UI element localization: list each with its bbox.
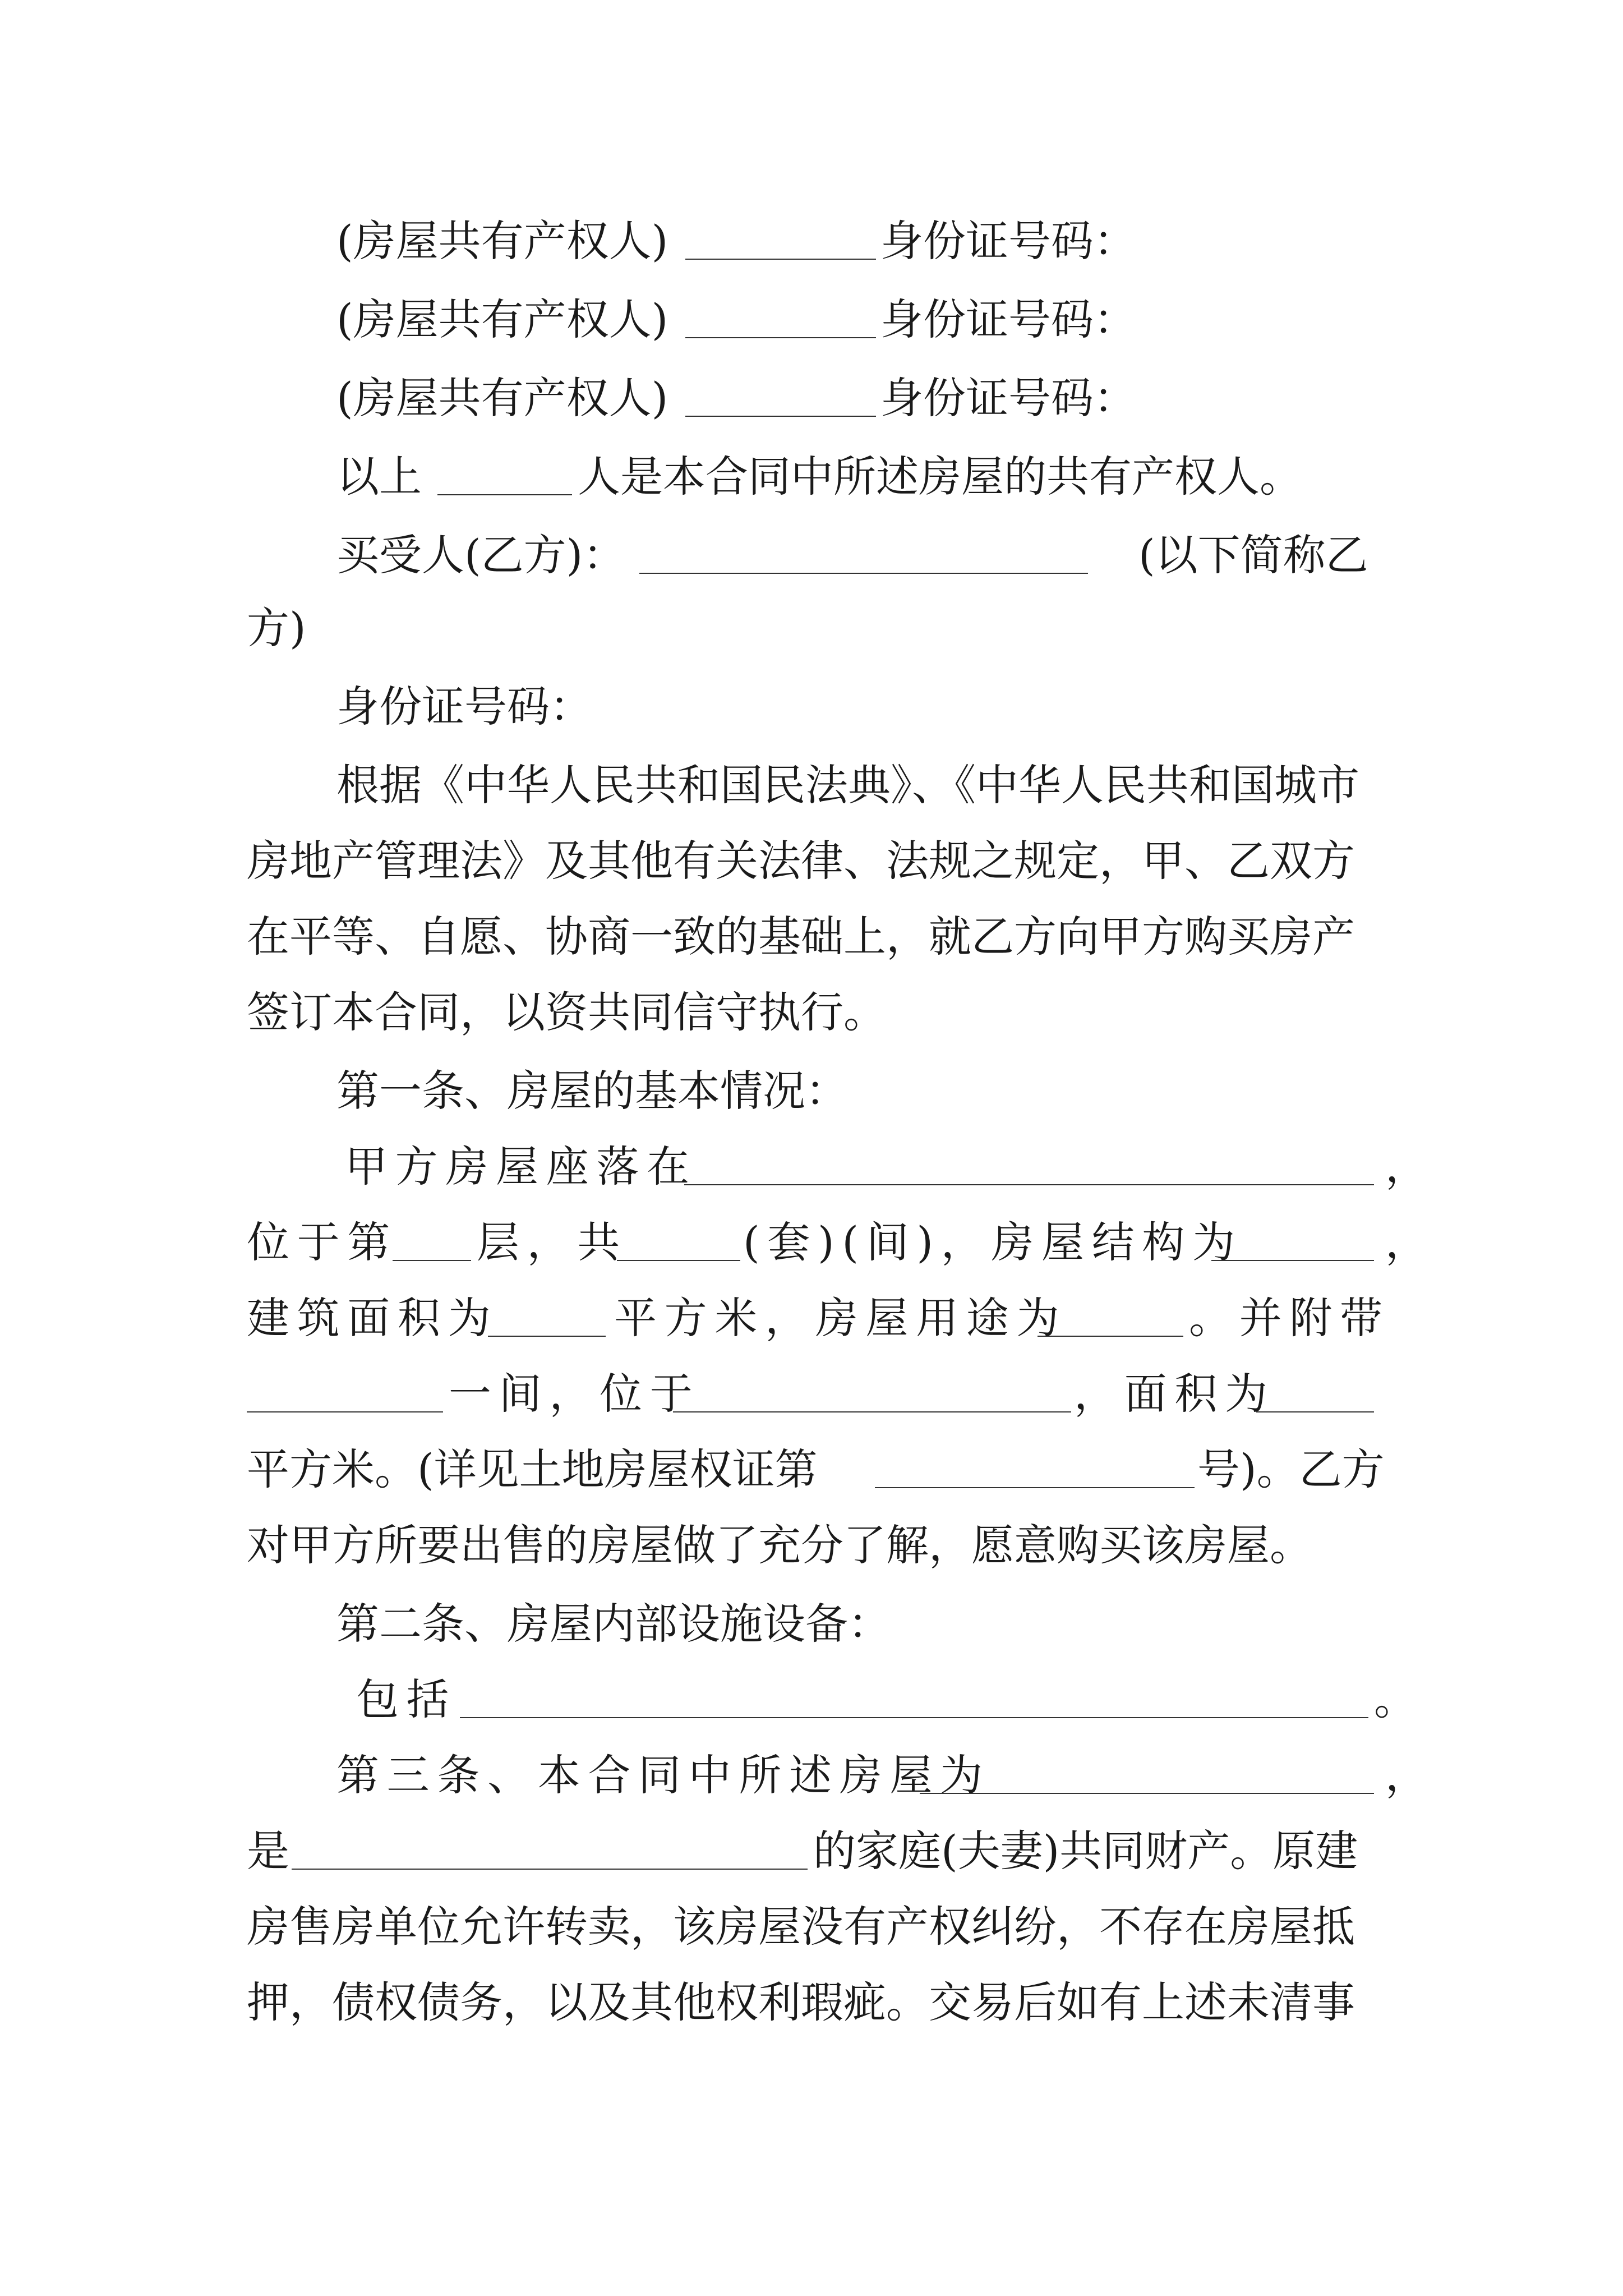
location-blank — [684, 1184, 1374, 1185]
buyer-cont: 方) — [247, 603, 306, 653]
attached-location-blank — [673, 1411, 1071, 1412]
summary-suffix: 人是本合同中所述房屋的共有产权人。 — [578, 452, 1302, 501]
co-owner-label: (房屋共有产权人) — [336, 216, 668, 266]
id-number-label: 身份证号码： — [880, 216, 1136, 266]
article-1-title — [0, 1052, 1623, 1130]
family-name-blank — [292, 1868, 808, 1870]
article-2-title — [0, 1585, 1623, 1663]
units-label: 层，共 — [477, 1217, 628, 1267]
punctuation: 。 — [1374, 1674, 1417, 1724]
paragraph-text: 签订本合同，以资共同信守执行。 — [247, 987, 886, 1037]
owner-count-blank — [437, 494, 572, 495]
co-owner-line-1 — [0, 202, 1623, 280]
basis-line-3 — [0, 898, 1623, 976]
area-label: 建筑面积为 — [247, 1293, 499, 1343]
attached-area-blank — [1256, 1411, 1374, 1412]
buyer-name-blank — [639, 572, 1088, 574]
basis-line-2 — [0, 822, 1623, 900]
units-blank — [617, 1259, 740, 1261]
co-owner-summary-line — [0, 438, 1623, 516]
structure-blank — [1211, 1259, 1374, 1261]
co-owner-name-blank — [685, 415, 876, 417]
article-heading: 第一条、房屋的基本情况： — [336, 1066, 848, 1116]
floor-label: 位于第 — [247, 1217, 398, 1267]
paragraph-text: 的家庭(夫妻)共同财产。原建 — [813, 1826, 1358, 1876]
article-3-line-4 — [0, 1963, 1623, 2042]
co-owner-line-3 — [0, 359, 1623, 438]
article-1-line-1 — [0, 1128, 1623, 1206]
article-1-line-6 — [0, 1506, 1623, 1585]
paragraph-text: 对甲方所要出售的房屋做了充分了解，愿意购买该房屋。 — [247, 1520, 1312, 1570]
facilities-label: 包括 — [356, 1674, 457, 1724]
co-owner-name-blank — [685, 258, 876, 260]
certificate-number-blank — [875, 1487, 1195, 1488]
article-3-line-3 — [0, 1888, 1623, 1966]
article-3-line-2 — [0, 1812, 1623, 1890]
co-owner-label: (房屋共有产权人) — [336, 295, 668, 344]
attached-area-label: ，面积为 — [1074, 1369, 1275, 1419]
property-owner-blank — [920, 1792, 1374, 1794]
location-label: 甲方房屋座落在 — [345, 1142, 697, 1191]
co-owner-name-blank — [685, 337, 876, 338]
facilities-blank — [460, 1717, 1368, 1718]
buyer-id-line — [0, 668, 1623, 746]
is-label: 是 — [247, 1826, 289, 1876]
certificate-suffix: 号)。乙方 — [1197, 1444, 1385, 1494]
article-1-line-3 — [0, 1279, 1623, 1358]
punctuation: ， — [1385, 1750, 1428, 1800]
article-3-line-1 — [0, 1736, 1623, 1815]
structure-label: (套)(间)，房屋结构为 — [743, 1217, 1243, 1267]
article-2-line-1 — [0, 1660, 1623, 1739]
attached-location-label: 一间，位于 — [449, 1369, 700, 1419]
article-heading: 第二条、房屋内部设施设备： — [336, 1599, 891, 1649]
summary-prefix: 以上 — [336, 452, 422, 501]
id-number-label: 身份证号码： — [880, 295, 1136, 344]
floor-blank — [393, 1259, 471, 1261]
id-number-label: 身份证号码： — [880, 373, 1136, 423]
buyer-line-cont — [0, 589, 1623, 668]
usage-blank — [1038, 1335, 1183, 1337]
buyer-suffix: (以下简称乙 — [1138, 530, 1368, 580]
usage-label: 平方米，房屋用途为 — [614, 1293, 1067, 1343]
article-1-line-2 — [0, 1203, 1623, 1282]
paragraph-text: 房地产管理法》及其他有关法律、法规之规定，甲、乙双方 — [247, 836, 1355, 886]
article-1-line-5 — [0, 1430, 1623, 1509]
punctuation: ， — [1385, 1217, 1428, 1267]
paragraph-text: 押，债权债务，以及其他权利瑕疵。交易后如有上述未清事 — [247, 1977, 1355, 2027]
punctuation: ， — [1385, 1142, 1428, 1191]
paragraph-text: 在平等、自愿、协商一致的基础上，就乙方向甲方购买房产 — [247, 912, 1355, 961]
paragraph-text: 根据《中华人民共和国民法典》、《中华人民共和国城市 — [336, 760, 1359, 810]
buyer-label: 买受人(乙方)： — [336, 530, 626, 580]
article-1-line-4 — [0, 1355, 1623, 1433]
article-heading: 第三条、本合同中所述房屋为 — [336, 1750, 990, 1800]
attached-item-blank — [247, 1411, 443, 1412]
co-owner-line-2 — [0, 280, 1623, 359]
area-blank — [488, 1335, 606, 1337]
basis-line-1 — [0, 746, 1623, 825]
buyer-line — [0, 516, 1623, 595]
certificate-label: 平方米。(详见土地房屋权证第 — [247, 1444, 818, 1494]
buyer-id-label: 身份证号码： — [336, 682, 592, 731]
paragraph-text: 房售房单位允许转卖，该房屋没有产权纠纷，不存在房屋抵 — [247, 1902, 1355, 1952]
co-owner-label: (房屋共有产权人) — [336, 373, 668, 423]
attached-label: 。并附带 — [1189, 1293, 1390, 1343]
basis-line-4 — [0, 973, 1623, 1052]
